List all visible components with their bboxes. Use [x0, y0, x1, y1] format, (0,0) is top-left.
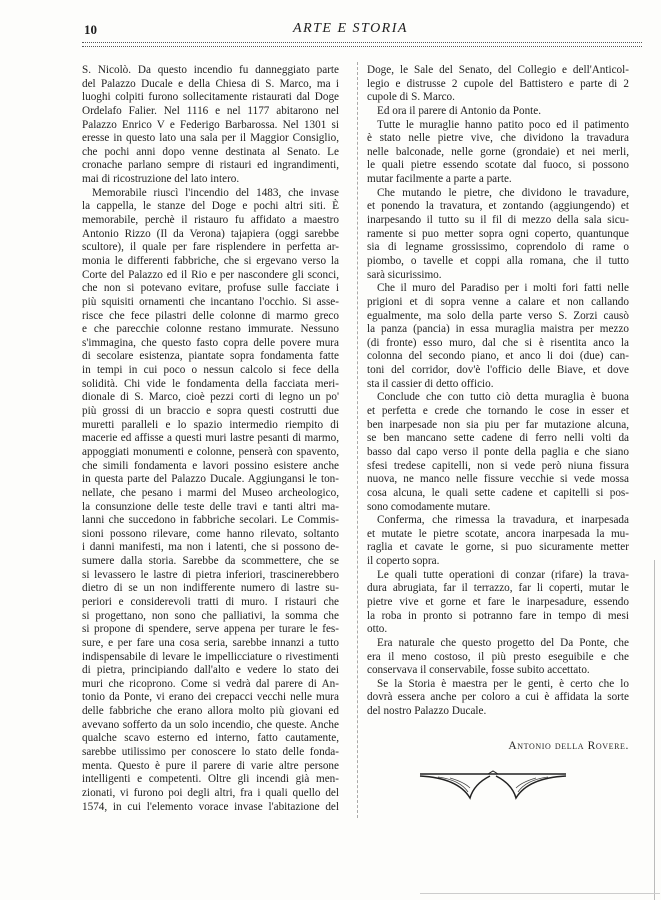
- paragraph: [367, 569, 629, 637]
- text-line: colonna del secondo piano, et anco li doi (due) can-: [367, 350, 629, 363]
- text-line: luoghi colpiti furono sollecitamente ristaurati dal Doge: [82, 91, 339, 104]
- text-line: cupole di S. Marco.: [367, 91, 455, 104]
- paragraph: [367, 391, 629, 514]
- text-line: ben inarpesade non sia piu per far mutazione alcuna,: [367, 418, 629, 431]
- text-line: risce che fece pilastri delle colonne di marmo greco: [82, 309, 339, 322]
- text-line: et perfetta e crede che tornando le cose in esser et: [367, 405, 629, 418]
- text-line: Conferma, che rimessa la travadura, et inarpesada: [377, 514, 629, 527]
- text-line: tonio da Ponte, vi erano dei crepacci vecchi nelle mura: [82, 691, 339, 704]
- text-line: S. Nicolò. Da questo incendio fu danneggiato parte: [82, 64, 339, 76]
- text-line: sure, e per fare una cosa seria, sarebbe innanzi a tutto: [82, 636, 339, 649]
- paragraph: [367, 105, 629, 119]
- paragraph: [82, 187, 339, 814]
- text-line: raglia et cavate le gorne, si puo sicuramente metter: [367, 541, 629, 554]
- running-title: ARTE E STORIA: [293, 21, 408, 36]
- text-line: egualmente, ma solo della parte verso S. Zorzi causò: [367, 309, 629, 322]
- text-line: Palazzo Enrico V e Federigo Barbarossa. Nel 1301 si: [82, 118, 339, 131]
- text-line: che simili fondamenta e lavori possino esistere anche: [82, 459, 339, 472]
- text-line: legio e distrusse 2 cupole del Battistero e parte di 2: [367, 77, 629, 90]
- text-line: i danni manifesti, ma non i latenti, che si possono de-: [82, 541, 339, 554]
- text-line: la roba in pronto si potranno fare in tempo di mesi: [367, 609, 629, 622]
- page-number: 10: [84, 22, 97, 37]
- text-line: dionale di S. Marco, cioè pezzi corti di legno un po': [82, 391, 339, 404]
- text-line: più squisiti ornamenti che incantano l'occhio. Si asse-: [82, 295, 339, 308]
- text-line: del nostro Palazzo Ducale.: [367, 705, 487, 718]
- text-line: è stato nelle pietre vive, che dividono la travadura: [367, 132, 629, 145]
- text-line: sarà sicurissimo.: [367, 268, 442, 281]
- header-rule: [82, 42, 642, 47]
- paragraph: [367, 282, 629, 391]
- text-line: del Palazzo Ducale e della Chiesa di S. Marco, ma i: [82, 77, 339, 90]
- text-line: Ordelafo Falier. Nel 1116 e nel 1177 abitarono nel: [82, 104, 339, 117]
- text-line: appoggiati monumenti e colonne, penserà con spavento,: [82, 445, 339, 458]
- text-line: muri che ricoprono. Come si vedrà dal parere di An-: [82, 677, 339, 690]
- text-line: prigioni et di sopra venne a calare et non callando: [367, 295, 629, 308]
- text-line: periori e considerevoli tratti di muro. I ristauri che: [82, 595, 339, 608]
- text-line: otto.: [367, 623, 388, 636]
- text-line: la cappella, le stanze del Doge e pochi altri siti. È: [82, 200, 339, 213]
- text-line: macerie ed affisse a questi muri lastre pesanti di marmo,: [82, 432, 339, 445]
- text-line: Antonio Rizzo (Il da Verona) tajapiera (oggi sarebbe: [82, 227, 339, 240]
- text-line: sono comodamente mutare.: [367, 500, 491, 513]
- text-line: conservava il conservabile, fosse subito accettato.: [367, 664, 590, 677]
- text-line: indispensabile di levare le impellicciature o rivestimenti: [82, 650, 339, 663]
- text-line: sarebbe utilissimo per conoscere lo stato delle fonda-: [82, 746, 339, 759]
- text-line: memorabile, perchè il ristauro fu affidato a maestro: [82, 214, 339, 227]
- text-line: sia di legname grossissimo, coprendolo di rame o: [367, 241, 629, 254]
- text-line: basso dal capo verso il ponte della paglia e che siano: [367, 445, 629, 458]
- paragraph: [367, 64, 629, 105]
- text-line: (di fronte) esso muro, dal che si è risentita anco la: [367, 336, 629, 349]
- text-line: toni del corridor, dov'è l'officio delle Biave, et dove: [367, 364, 629, 377]
- text-line: 1574, in cui l'elemento vorace invase l'abitazione del: [82, 800, 339, 813]
- text-line: il coperto sopra.: [367, 555, 440, 568]
- text-line: era il meno costoso, il più presto eseguibile e che: [367, 650, 629, 663]
- left-column: [82, 64, 339, 814]
- text-line: Se la Storia è maestra per le genti, è certo che lo: [377, 677, 629, 690]
- text-line: Le quali tutte operationi di conzar (rifare) la trava-: [377, 568, 629, 581]
- text-line: et ponendo la travatura, et zontando (aggiungendo) et: [367, 200, 629, 213]
- text-line: muretti paralleli e lo spazio intermedio riempito di: [82, 418, 339, 431]
- text-line: cronache parlano sempre di ristauri ed ingrandimenti,: [82, 159, 339, 172]
- text-line: sioni possono rilevare, come hanno rilevato, soltanto: [82, 527, 339, 540]
- text-line: Ed ora il parere di Antonio da Ponte.: [377, 104, 542, 117]
- column-separator: [357, 62, 358, 818]
- author-signature: Antonio della Rovere.: [508, 740, 629, 752]
- text-line: zionati, vi furono poi degli altri, fra i quali quello del: [82, 786, 339, 799]
- text-line: Corte del Palazzo ed il Rio e per nascondere gli sconci,: [82, 268, 339, 281]
- text-line: la panza (pancia) in essa muraglia maistra per mezzo: [367, 323, 629, 336]
- text-line: dura abrugiata, far il terrazzo, far li coperti, mutar le: [367, 582, 629, 595]
- text-line: eresse in questo lato una sala per il Maggior Consiglio,: [82, 132, 339, 145]
- text-line: nuova, ne manco nelle fissure vecchie si vede mossa: [367, 473, 629, 486]
- text-line: monia le differenti fabbriche, che si ergevano verso la: [82, 254, 339, 267]
- text-line: di pietra, principiando dall'alto e vedere lo stato dei: [82, 664, 339, 677]
- text-line: solidità. Chi vide le fondamenta della facciata meri-: [82, 377, 339, 390]
- page-edge: [654, 560, 655, 900]
- text-line: scultore), il quale per fare risplendere in perfetta ar-: [82, 241, 339, 254]
- text-line: si levassero le lastre di pietra inferiori, trascinerebbero: [82, 568, 339, 581]
- paragraph: [367, 119, 629, 187]
- text-line: sfesi tredese capitelli, non si vede però niuna fissura: [367, 459, 629, 472]
- decorative-ornament-icon: [418, 770, 568, 800]
- paragraph: [367, 678, 629, 719]
- text-line: menta. Questo è pure il parere di varie altre persone: [82, 759, 339, 772]
- text-line: mai di ricostruzione del lato intero.: [82, 173, 240, 186]
- text-line: lanni che succedono in fabbriche secolari. Le Commis-: [82, 514, 339, 527]
- text-line: di secolare esistenza, piantate sopra fondamenta fatte: [82, 350, 339, 363]
- text-line: in questa parte del Palazzo Ducale. Aggiungansi le ton-: [82, 473, 339, 486]
- text-line: se ben mancano sette cadene di ferro nelli volti da: [367, 432, 629, 445]
- paragraph: [367, 187, 629, 282]
- text-line: s'immagina, che questo fasto copra delle povere mura: [82, 336, 339, 349]
- paragraph: [367, 637, 629, 678]
- text-line: Doge, le Sale del Senato, del Collegio e dell'Anticol-: [367, 64, 629, 76]
- text-line: la consunzione delle teste delle travi e tanti altri ma-: [82, 500, 339, 513]
- text-line: ramente si puo metter sopra ogni coperto, quantunque: [367, 227, 629, 240]
- text-line: delle fabbriche che erano allora molto più giovani ed: [82, 705, 339, 718]
- text-line: et mutate le pietre scotate, ancora inarpesada la mu-: [367, 527, 629, 540]
- text-line: nelle balconade, nelle gorne (grondaie) et nei merli,: [367, 145, 629, 158]
- text-line: Conclude che con tutto ciò detta muraglia è buona: [377, 391, 629, 404]
- paragraph: [367, 514, 629, 569]
- text-line: sumere dalla storia. Sarebbe da scommettere, che se: [82, 555, 339, 568]
- right-column: [367, 64, 629, 719]
- text-line: che pochi anni dopo venne destinata al Senato. Le: [82, 145, 339, 158]
- text-line: Memorabile riuscì l'incendio del 1483, che invase: [92, 186, 339, 199]
- text-line: Che mutando le pietre, che dividono le travadure,: [377, 186, 629, 199]
- text-line: e che parecchie colonne restano immurate. Nessuno: [82, 323, 339, 336]
- page-bottom-edge: [420, 893, 660, 894]
- text-line: intelligenti e competenti. Oltre gli incendi già men-: [82, 773, 339, 786]
- text-line: inarpesando il tutto su il fil di mezzo della sala sicu-: [367, 214, 629, 227]
- text-line: qualche scavo esterno ed interno, fatto cautamente,: [82, 732, 339, 745]
- text-line: Tutte le muraglie hanno patito poco ed il patimento: [377, 118, 629, 131]
- text-line: in tempi in cui poco o nessun calcolo si fece della: [82, 364, 339, 377]
- text-line: nellate, che pesano i marmi del Museo archeologico,: [82, 486, 339, 499]
- text-line: dovrà essera anche per coloro a cui è affidata la sorte: [367, 691, 629, 704]
- text-line: si progettano, non sono che palliativi, la somma che: [82, 609, 339, 622]
- text-line: piombo, o tavelle et coppi alla romana, che il tutto: [367, 254, 629, 267]
- text-line: le quali pietre essendo scotate dal fuoco, si possono: [367, 159, 629, 172]
- text-line: Che il muro del Paradiso per i molti fori fatti nelle: [377, 282, 629, 295]
- text-line: più grossi di un braccio e sopra questi costrutti due: [82, 405, 339, 418]
- text-line: mutar facilmente a parte a parte.: [367, 173, 512, 186]
- text-line: sta il cassier di detto officio.: [367, 377, 494, 390]
- text-line: Era naturale che questo progetto del Da Ponte, che: [377, 636, 629, 649]
- text-line: cosa alcuna, le quali sette cadene et capitelli si pos-: [367, 486, 629, 499]
- paragraph: [82, 64, 339, 187]
- text-line: si propone di spendere, serve appena per turare le fes-: [82, 623, 339, 636]
- text-line: pietre vive et gorne et fare le inarpesadure, essendo: [367, 595, 629, 608]
- text-line: avevano sofferto da un solo incendio, che queste. Anche: [82, 718, 339, 731]
- text-line: dietro di se un non indifferente numero di lastre su-: [82, 582, 339, 595]
- text-line: che non si potevano evitare, profuse sulle facciate i: [82, 282, 339, 295]
